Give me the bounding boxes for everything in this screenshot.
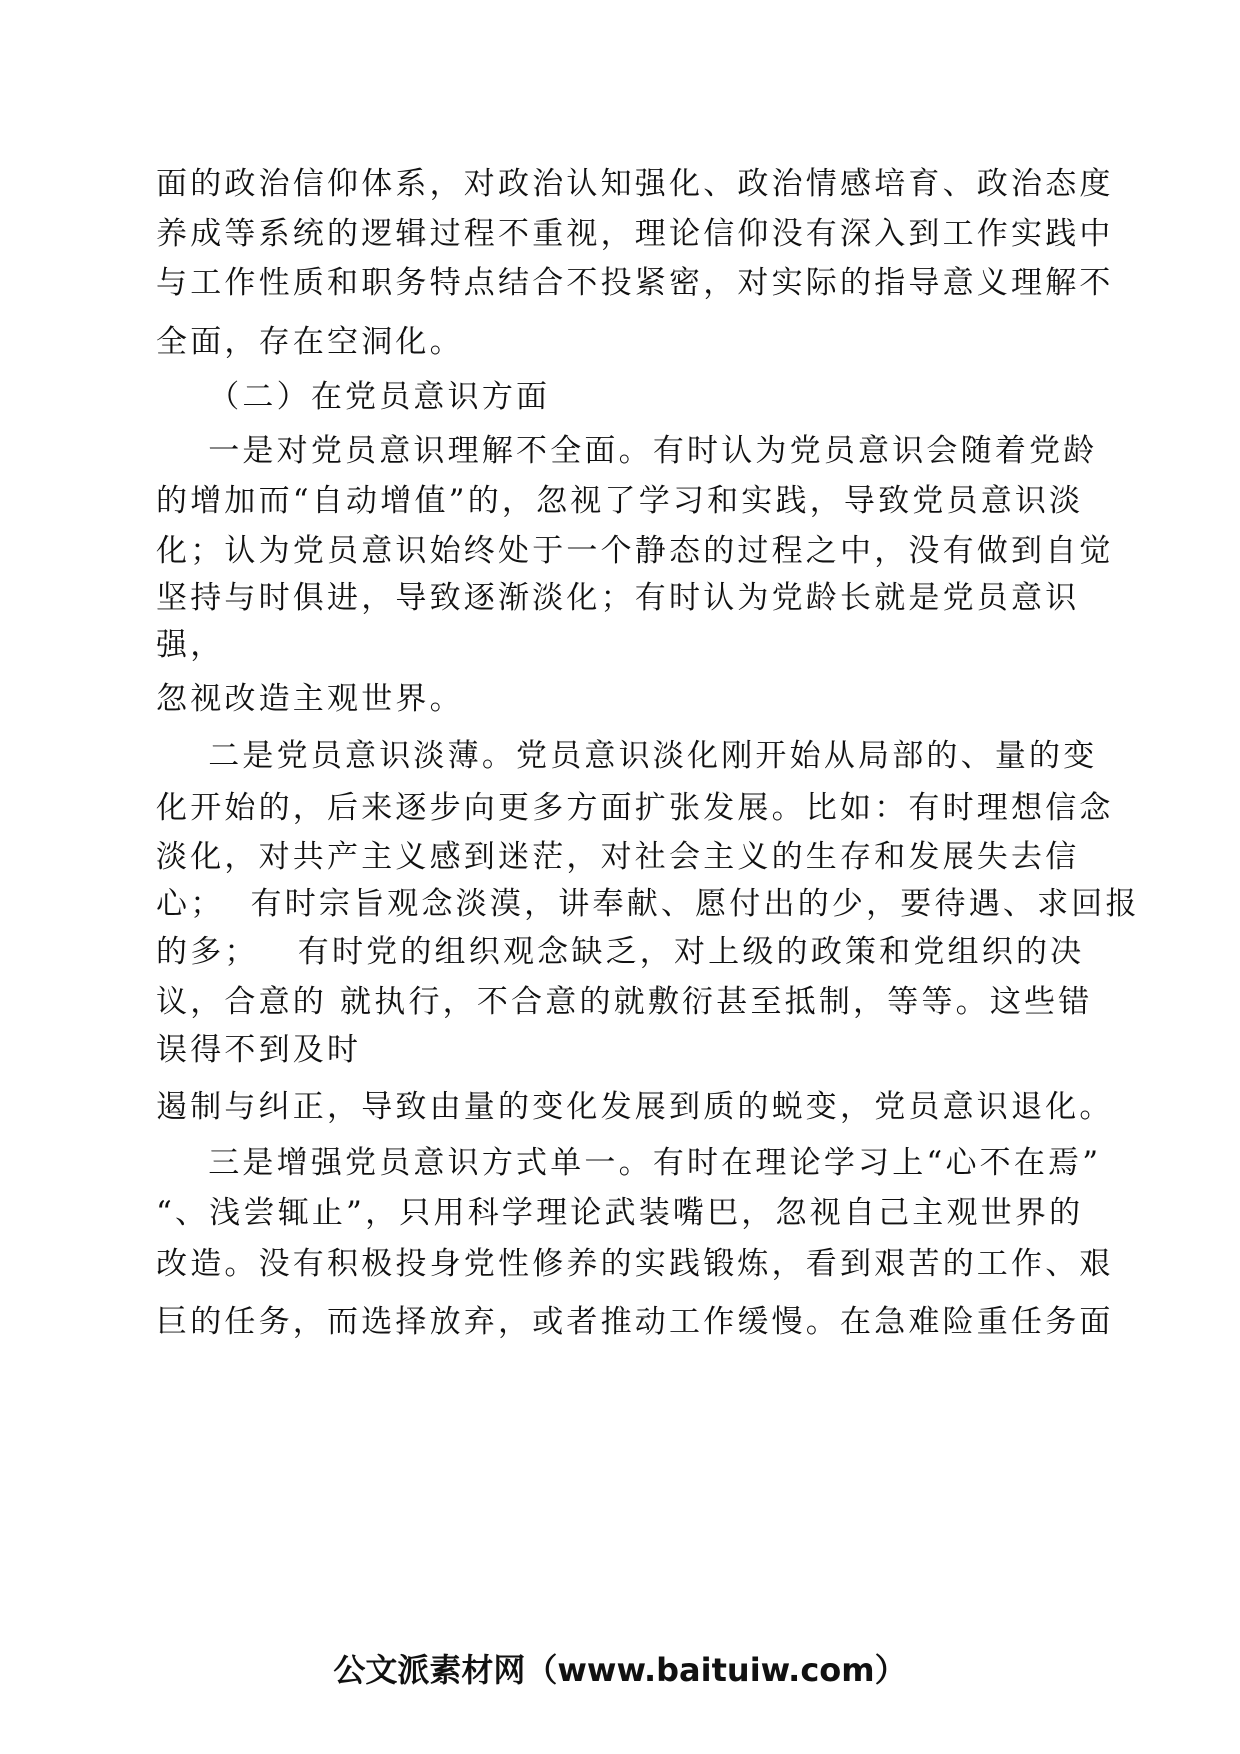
text-line: 遏制与纠正，导致由量的变化发展到质的蜕变，党员意识退化。 (156, 1089, 1114, 1125)
text-line: 的增加而“自动增值”的，忽视了学习和实践，导致党员意识淡 (156, 483, 1084, 519)
text-line: 忽视改造主观世界。 (156, 681, 464, 717)
text-line: “、浅尝辄止”，只用科学理论武装嘴巴，忽视自己主观世界的 (156, 1195, 1084, 1231)
text-line: 淡化，对共产主义感到迷茫，对社会主义的生存和发展失去信 (156, 839, 1080, 875)
text-line: 议，合意的 就执行，不合意的就敷衍甚至抵制，等等。这些错 (156, 984, 1093, 1020)
text-line: 强， (156, 627, 225, 663)
text-line: 改造。没有积极投身党性修养的实践锻炼，看到艰苦的工作、艰 (156, 1246, 1114, 1282)
text-line: 二是党员意识淡薄。党员意识淡化刚开始从局部的、量的变 (156, 738, 1098, 774)
text-line: 与工作性质和职务特点结合不投紧密，对实际的指导意义理解不 (156, 265, 1114, 301)
text-line: 面的政治信仰体系，对政治认知强化、政治情感培育、政治态度 (156, 166, 1114, 202)
text-line: 三是增强党员意识方式单一。有时在理论学习上“心不在焉” (156, 1145, 1102, 1181)
text-line: 化；认为党员意识始终处于一个静态的过程之中，没有做到自觉 (156, 533, 1114, 569)
text-line: 全面，存在空洞化。 (156, 324, 464, 360)
text-line: 养成等系统的逻辑过程不重视，理论信仰没有深入到工作实践中 (156, 216, 1114, 252)
text-line: 误得不到及时 (156, 1032, 362, 1068)
text-line: 一是对党员意识理解不全面。有时认为党员意识会随着党龄 (156, 433, 1098, 469)
text-line: 化开始的，后来逐步向更多方面扩张发展。比如：有时理想信念 (156, 790, 1114, 826)
text-line: 的多； 有时党的组织观念缺乏，对上级的政策和党组织的决 (156, 934, 1085, 970)
text-line: 坚持与时俱进，导致逐渐淡化；有时认为党龄长就是党员意识 (156, 580, 1080, 616)
section-heading: （二）在党员意识方面 (156, 379, 551, 415)
footer-watermark: 公文派素材网（www.baituiw.com） (333, 1651, 907, 1689)
text-line: 心； 有时宗旨观念淡漠，讲奉献、愿付出的少，要待遇、求回报 (156, 886, 1140, 922)
text-line: 巨的任务，而选择放弃，或者推动工作缓慢。在急难险重任务面 (156, 1304, 1114, 1340)
